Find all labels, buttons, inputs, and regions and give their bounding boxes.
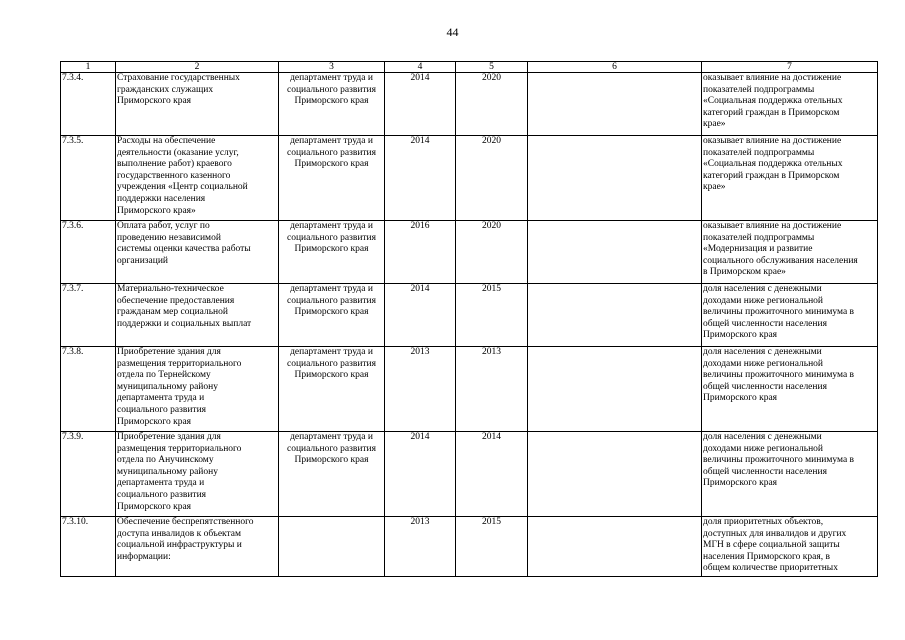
end-year-cell: 2013 xyxy=(456,347,528,432)
responsible-dept-cell: департамент труда и социального развития Приморского края xyxy=(279,284,385,347)
start-year-cell: 2014 xyxy=(385,136,456,221)
measure-name-cell: Расходы на обеспечение деятельности (оказание услуг, выполнение работ) краевого государственного казенного учреждения «Центр социальной поддержки населения Приморского края» xyxy=(116,136,279,221)
row-number-cell: 7.3.10. xyxy=(61,517,116,577)
start-year-cell: 2014 xyxy=(385,432,456,517)
measure-name-cell: Страхование государственных гражданских служащих Приморского края xyxy=(116,73,279,136)
effect-cell: оказывает влияние на достижение показателей подпрограммы «Социальная поддержка отельных категорий граждан в Приморском крае» xyxy=(702,73,878,136)
end-year-cell: 2020 xyxy=(456,73,528,136)
measures-table xyxy=(60,61,878,577)
responsible-dept-cell: департамент труда и социального развития Приморского края xyxy=(279,73,385,136)
measure-name-cell: Приобретение здания для размещения территориального отдела по Тернейскому муниципальному району департамента труда и социального развития Приморского края xyxy=(116,347,279,432)
header-cell: 1 xyxy=(61,62,116,73)
end-year-cell: 2014 xyxy=(456,432,528,517)
row-number-cell: 7.3.9. xyxy=(61,432,116,517)
effect-cell: доля приоритетных объектов, доступных для инвалидов и других МГН в сфере социальной защиты населения Приморского края, в общем количестве приоритетных xyxy=(702,517,878,577)
row-number-cell: 7.3.5. xyxy=(61,136,116,221)
row-number-cell: 7.3.6. xyxy=(61,221,116,284)
header-cell: 4 xyxy=(385,62,456,73)
table-row xyxy=(61,517,878,577)
table-header-row xyxy=(61,62,878,73)
start-year-cell: 2016 xyxy=(385,221,456,284)
row-number-cell: 7.3.4. xyxy=(61,73,116,136)
start-year-cell: 2014 xyxy=(385,284,456,347)
column6-cell xyxy=(528,284,702,347)
measure-name-cell: Обеспечение беспрепятственного доступа инвалидов к объектам социальной инфраструктуры и информации: xyxy=(116,517,279,577)
header-cell: 2 xyxy=(116,62,279,73)
effect-cell: доля населения с денежными доходами ниже региональной величины прожиточного минимума в общей численности населения Приморского края xyxy=(702,432,878,517)
measure-name-cell: Приобретение здания для размещения территориального отдела по Анучинскому муниципальному району департамента труда и социального развития Приморского края xyxy=(116,432,279,517)
table-row xyxy=(61,136,878,221)
measure-name-cell: Материально-техническое обеспечение предоставления гражданам мер социальной поддержки и социальных выплат xyxy=(116,284,279,347)
header-cell: 6 xyxy=(528,62,702,73)
row-number-cell: 7.3.7. xyxy=(61,284,116,347)
table-row xyxy=(61,221,878,284)
start-year-cell: 2013 xyxy=(385,347,456,432)
responsible-dept-cell: департамент труда и социального развития Приморского края xyxy=(279,347,385,432)
page-number: 44 xyxy=(446,25,459,39)
table-row xyxy=(61,284,878,347)
responsible-dept-cell xyxy=(279,517,385,577)
responsible-dept-cell: департамент труда и социального развития Приморского края xyxy=(279,221,385,284)
effect-cell: оказывает влияние на достижение показателей подпрограммы «Социальная поддержка отельных категорий граждан в Приморском крае» xyxy=(702,136,878,221)
table-row xyxy=(61,432,878,517)
header-cell: 7 xyxy=(702,62,878,73)
end-year-cell: 2020 xyxy=(456,136,528,221)
effect-cell: доля населения с денежными доходами ниже региональной величины прожиточного минимума в общей численности населения Приморского края xyxy=(702,284,878,347)
row-number-cell: 7.3.8. xyxy=(61,347,116,432)
end-year-cell: 2015 xyxy=(456,284,528,347)
column6-cell xyxy=(528,221,702,284)
column6-cell xyxy=(528,136,702,221)
end-year-cell: 2015 xyxy=(456,517,528,577)
column6-cell xyxy=(528,432,702,517)
measure-name-cell: Оплата работ, услуг по проведению независимой системы оценки качества работы организаций xyxy=(116,221,279,284)
table-row xyxy=(61,73,878,136)
effect-cell: оказывает влияние на достижение показателей подпрограммы «Модернизация и развитие социального обслуживания населения в Приморском крае» xyxy=(702,221,878,284)
column6-cell xyxy=(528,73,702,136)
table-row xyxy=(61,347,878,432)
column6-cell xyxy=(528,517,702,577)
responsible-dept-cell: департамент труда и социального развития Приморского края xyxy=(279,432,385,517)
effect-cell: доля населения с денежными доходами ниже региональной величины прожиточного минимума в общей численности населения Приморского края xyxy=(702,347,878,432)
end-year-cell: 2020 xyxy=(456,221,528,284)
start-year-cell: 2013 xyxy=(385,517,456,577)
header-cell: 3 xyxy=(279,62,385,73)
header-cell: 5 xyxy=(456,62,528,73)
responsible-dept-cell: департамент труда и социального развития Приморского края xyxy=(279,136,385,221)
column6-cell xyxy=(528,347,702,432)
start-year-cell: 2014 xyxy=(385,73,456,136)
